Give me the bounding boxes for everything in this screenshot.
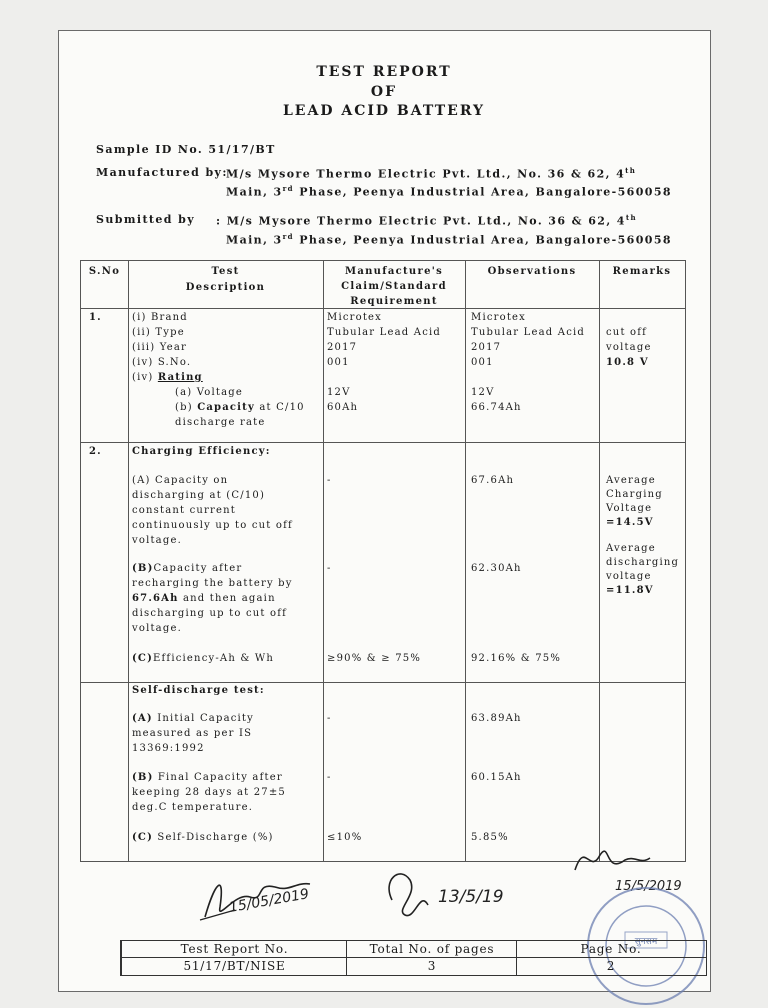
signature-left — [195, 862, 340, 932]
row2c-obs: 92.16% & 75% — [471, 653, 562, 664]
row1-obs-brand: Microtex — [471, 312, 527, 323]
row1-remark-cutoff: cut off — [606, 327, 648, 338]
signature-left-date: 15/05/2019 — [227, 886, 311, 916]
row2b-line2: recharging the battery by — [132, 578, 293, 589]
row2-remark-5: Average — [606, 543, 656, 554]
row1-obs-type: Tubular Lead Acid — [471, 327, 585, 338]
row3-title: Self-discharge test: — [132, 685, 265, 696]
row1-claim-sno: 001 — [327, 357, 350, 368]
row3c-line1: (C) Self-Discharge (%) — [132, 832, 274, 843]
row3a-obs: 63.89Ah — [471, 713, 522, 724]
footer-page-no-value: 2 — [606, 959, 616, 973]
row2a-line3: constant current — [132, 505, 236, 516]
header-sno: S.No — [88, 266, 121, 277]
header-test: Test — [211, 266, 240, 277]
row3a-line1: (A) Initial Capacity — [132, 713, 254, 724]
row1-sno: 1. — [89, 312, 102, 323]
row2b-line4: discharging up to cut off — [132, 608, 288, 619]
row1-rating: (iv) Rating — [132, 372, 203, 383]
row1-claim-year: 2017 — [327, 342, 358, 353]
row1-year: (iii) Year — [132, 342, 187, 353]
row2-remark-4: =14.5V — [606, 517, 654, 528]
footer-table — [120, 940, 707, 976]
signature-middle — [380, 860, 530, 930]
row3b-obs: 60.15Ah — [471, 772, 522, 783]
row2b-line3: 67.6Ah and then again — [132, 593, 276, 604]
row1-obs-capacity: 66.74Ah — [471, 402, 522, 413]
row1-claim-brand: Microtex — [327, 312, 383, 323]
row2-remark-6: discharging — [606, 557, 680, 568]
footer-report-no-label: Test Report No. — [180, 942, 289, 956]
footer-report-no — [121, 941, 347, 975]
row3c-obs: 5.85% — [471, 832, 509, 843]
row3b-line1: (B) Final Capacity after — [132, 772, 283, 783]
row1-discharge-rate: discharge rate — [175, 417, 266, 428]
manufacturer-line1: M/s Mysore Thermo Electric Pvt. Ltd., No. 36 & 62, 4th — [226, 166, 637, 181]
row1-obs-year: 2017 — [471, 342, 502, 353]
header-observations: Observations — [487, 266, 577, 277]
signature-right-date: 15/5/2019 — [615, 879, 682, 894]
footer-pages — [346, 941, 517, 975]
submitted-label: Submitted by — [96, 213, 196, 226]
row2a-obs: 67.6Ah — [471, 475, 515, 486]
row2a-line2: discharging at (C/10) — [132, 490, 266, 501]
row2b-obs: 62.30Ah — [471, 563, 522, 574]
report-title-of: OF — [370, 84, 398, 100]
row3a-line2: measured as per IS — [132, 728, 253, 739]
submitted-line1: : M/s Mysore Thermo Electric Pvt. Ltd., No. 36 & 62, 4th — [216, 213, 637, 228]
row1-remark-value: 10.8 V — [606, 357, 649, 368]
row1-claim-capacity: 60Ah — [327, 402, 359, 413]
row1-claim-voltage: 12V — [327, 387, 351, 398]
row2-remark-3: Voltage — [606, 503, 653, 514]
row2-remark-8: =11.8V — [606, 585, 654, 596]
signature-middle-date: 13/5/19 — [438, 887, 504, 907]
row2-sno: 2. — [89, 446, 102, 457]
report-title: TEST REPORT — [316, 64, 452, 80]
row2b-line5: voltage. — [132, 623, 182, 634]
report-subtitle: LEAD ACID BATTERY — [282, 103, 486, 119]
footer-report-no-value: 51/17/BT/NISE — [183, 959, 286, 973]
row1-remark-voltage: voltage — [606, 342, 652, 353]
row1-sno-label: (iv) S.No. — [132, 357, 192, 368]
footer-pages-value: 3 — [427, 959, 437, 973]
row2a-line4: continuously up to cut off — [132, 520, 293, 531]
row3b-claim: - — [327, 772, 332, 783]
row3a-line3: 13369:1992 — [132, 743, 205, 754]
row2-remark-2: Charging — [606, 489, 663, 500]
row2a-line5: voltage. — [132, 535, 182, 546]
row2b-claim: - — [327, 563, 332, 574]
footer-pages-label: Total No. of pages — [369, 942, 495, 956]
row3a-claim: - — [327, 713, 332, 724]
row2-title: Charging Efficiency: — [132, 446, 271, 457]
stamp-text: सुनसम — [634, 937, 658, 947]
row2c-claim: ≥90% & ≥ 75% — [327, 653, 422, 664]
footer-page-no-label: Page No. — [580, 942, 642, 956]
row1-obs-sno: 001 — [471, 357, 494, 368]
row2-remark-7: voltage — [606, 571, 652, 582]
header-requirement: Requirement — [350, 296, 438, 307]
row3b-line3: deg.C temperature. — [132, 802, 254, 813]
header-remarks: Remarks — [612, 266, 672, 277]
row1-obs-voltage: 12V — [471, 387, 495, 398]
results-table — [80, 260, 686, 862]
submitted-line2: Main, 3rd Phase, Peenya Industrial Area, Bangalore-560058 — [226, 232, 672, 247]
manufacturer-line2: Main, 3rd Phase, Peenya Industrial Area, Bangalore-560058 — [226, 184, 672, 199]
row2b-line1: (B)Capacity after — [132, 563, 243, 574]
row2c-line1: (C)Efficiency-Ah & Wh — [132, 653, 274, 664]
row3b-line2: keeping 28 days at 27±5 — [132, 787, 286, 798]
row1-type: (ii) Type — [132, 327, 185, 338]
manufacturer-label: Manufactured by: — [96, 166, 228, 179]
row2-remark-1: Average — [606, 475, 656, 486]
footer-page-no — [516, 941, 705, 975]
header-mfr: Manufacture's — [344, 266, 444, 277]
row1-capacity: (b) Capacity at C/10 — [175, 402, 305, 413]
header-description: Description — [185, 282, 266, 293]
row1-voltage: (a) Voltage — [175, 387, 243, 398]
row3c-claim: ≤10% — [327, 832, 363, 843]
row2a-claim: - — [327, 475, 332, 486]
header-claim: Claim/Standard — [341, 281, 447, 292]
row1-brand: (i) Brand — [132, 312, 188, 323]
row2a-line1: (A) Capacity on — [132, 475, 229, 486]
row1-claim-type: Tubular Lead Acid — [327, 327, 441, 338]
sample-id: Sample ID No. 51/17/BT — [96, 143, 276, 156]
